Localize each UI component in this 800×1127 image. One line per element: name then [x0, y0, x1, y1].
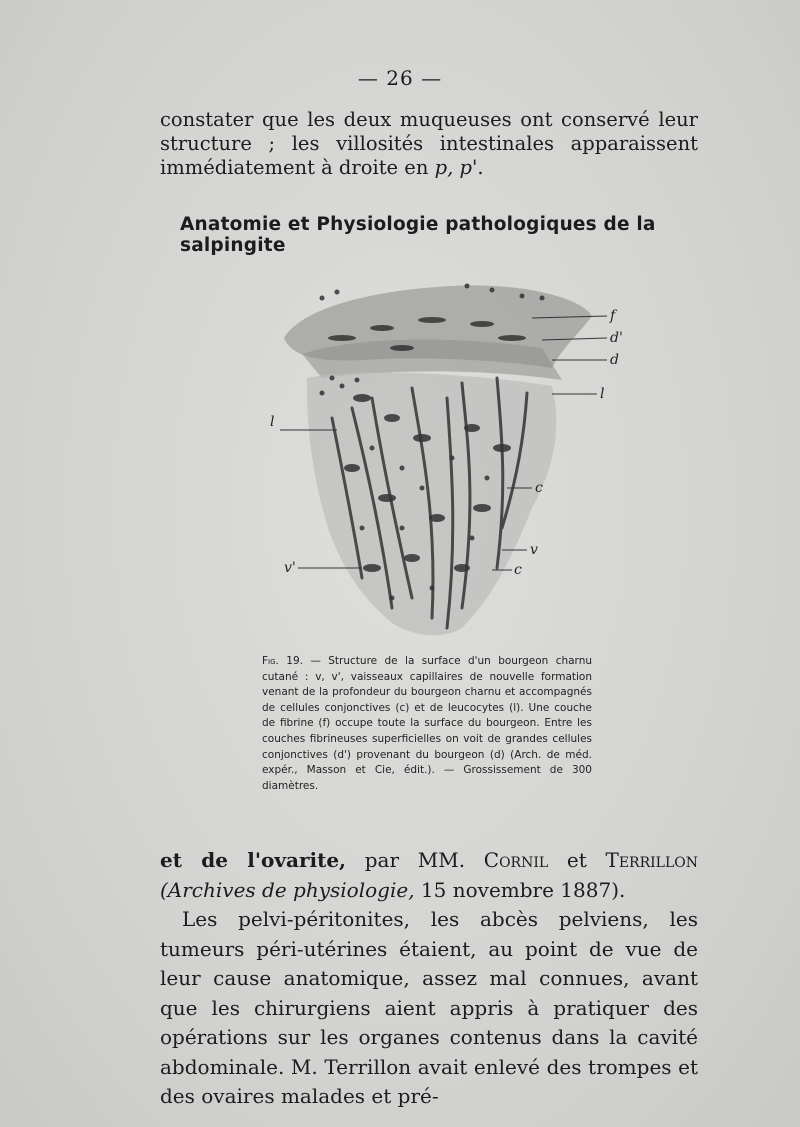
label-l-right: l: [600, 386, 605, 402]
body-date: 15 novembre 1887).: [420, 877, 626, 902]
intro-refs: p, p': [434, 156, 478, 179]
intro-text: constater que les deux muqueuses ont conservé leur structure ; les villosités intestinales apparaissent immédiatement à droite en: [160, 108, 698, 179]
body-source: (Archives de physiologie,: [160, 877, 415, 902]
tissue-drawing: [262, 268, 642, 653]
page-number: — 26 —: [357, 66, 443, 90]
caption-body: — Structure de la surface d'un bourgeon charnu cutané : v, v', vaisseaux capillaires de nouvelle formation venant de la profondeur du bourgeon charnu et accompagnés de cellules conjonctives (c) et de leucocytes (l). Une couche de fibrine (f) occupe toute la surface du bourgeon. Entre les couches fibrineuses superficielles on voit de grandes cellules conjonctives (d') provenant du bourgeon (d) (Arch. de méd. expér., Masson et Cie, édit.). — Grossissement de 300 diamètres.: [262, 655, 592, 792]
label-d: d: [610, 352, 619, 368]
section-heading: Anatomie et Physiologie pathologiques de la salpingite: [180, 214, 656, 256]
caption-head: Fig. 19.: [262, 655, 303, 667]
figure-caption: [262, 654, 592, 794]
intro-end: .: [477, 156, 484, 179]
body-paragraph-text: Les pelvi-péritonites, les abcès pelviens, les tumeurs péri-utérines étaient, au point de vue de leur cause anatomique, assez mal connues, avant que les chirurgiens aient appris à pratiquer des opérations sur les organes contenus dans la cavité abdominale. M. Terrillon avait enlevé des trompes et des ovaires malades et pré-: [160, 907, 698, 1108]
label-v-prime: v': [284, 560, 296, 576]
author-cornil: Cornil: [483, 848, 549, 872]
author-terrillon: Terrillon: [605, 848, 698, 872]
body-par: par MM.: [364, 848, 466, 872]
body-paragraph: [160, 846, 698, 1112]
body-et: et: [566, 848, 587, 872]
label-c1: c: [535, 480, 543, 496]
label-c2: c: [514, 562, 522, 578]
label-f: f: [610, 308, 616, 324]
label-l-left: l: [270, 414, 275, 430]
figure-19-illustration: [262, 268, 642, 653]
body-lead: et de l'ovarite,: [160, 848, 347, 872]
label-d-prime: d': [610, 330, 623, 346]
intro-paragraph: [160, 108, 698, 180]
label-v: v: [530, 542, 538, 558]
